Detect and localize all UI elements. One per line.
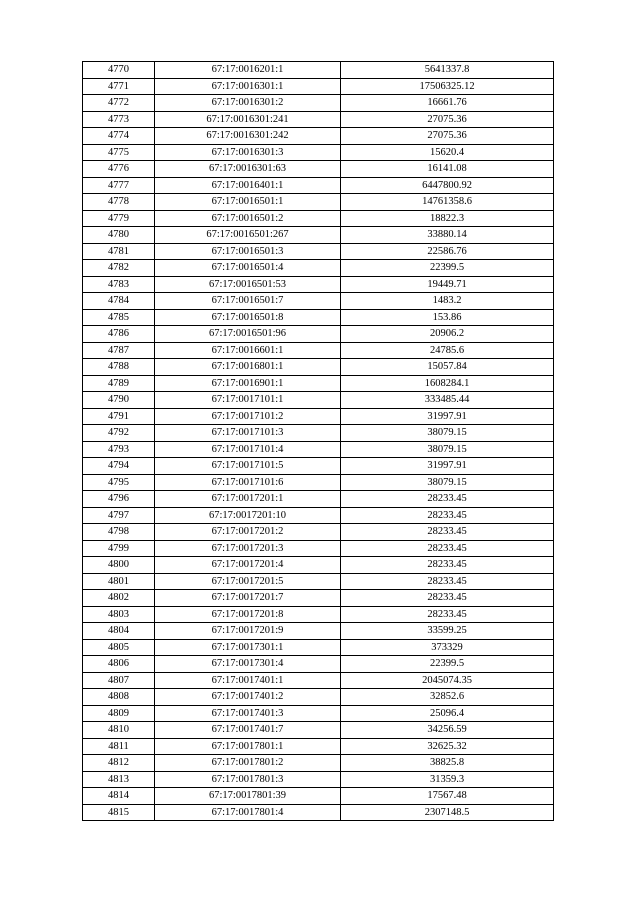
cadastral-number-cell: 67:17:0016301:3 xyxy=(155,144,341,161)
table-row xyxy=(83,672,554,689)
cadastral-number-cell: 67:17:0016501:2 xyxy=(155,210,341,227)
table-row xyxy=(83,722,554,739)
value-cell: 31359.3 xyxy=(341,771,554,788)
cadastral-number-cell: 67:17:0017401:7 xyxy=(155,722,341,739)
value-cell: 28233.45 xyxy=(341,540,554,557)
value-cell: 6447800.92 xyxy=(341,177,554,194)
cadastral-number-cell: 67:17:0016301:1 xyxy=(155,78,341,95)
value-cell: 15620.4 xyxy=(341,144,554,161)
row-number-cell: 4802 xyxy=(83,590,155,607)
value-cell: 27075.36 xyxy=(341,128,554,145)
value-cell: 24785.6 xyxy=(341,342,554,359)
cadastral-number-cell: 67:17:0017101:2 xyxy=(155,408,341,425)
cadastral-number-cell: 67:17:0017801:1 xyxy=(155,738,341,755)
table-row xyxy=(83,276,554,293)
table-row xyxy=(83,144,554,161)
value-cell: 16141.08 xyxy=(341,161,554,178)
table-row xyxy=(83,128,554,145)
value-cell: 28233.45 xyxy=(341,557,554,574)
row-number-cell: 4784 xyxy=(83,293,155,310)
table-row xyxy=(83,161,554,178)
row-number-cell: 4815 xyxy=(83,804,155,821)
value-cell: 333485.44 xyxy=(341,392,554,409)
table-row xyxy=(83,227,554,244)
row-number-cell: 4786 xyxy=(83,326,155,343)
row-number-cell: 4794 xyxy=(83,458,155,475)
table-row xyxy=(83,177,554,194)
table-row xyxy=(83,738,554,755)
row-number-cell: 4789 xyxy=(83,375,155,392)
table-row xyxy=(83,639,554,656)
row-number-cell: 4805 xyxy=(83,639,155,656)
cadastral-number-cell: 67:17:0017201:9 xyxy=(155,623,341,640)
cadastral-number-cell: 67:17:0016301:242 xyxy=(155,128,341,145)
table-row xyxy=(83,375,554,392)
row-number-cell: 4795 xyxy=(83,474,155,491)
row-number-cell: 4773 xyxy=(83,111,155,128)
table-row xyxy=(83,260,554,277)
value-cell: 38079.15 xyxy=(341,474,554,491)
row-number-cell: 4796 xyxy=(83,491,155,508)
value-cell: 17506325.12 xyxy=(341,78,554,95)
row-number-cell: 4812 xyxy=(83,755,155,772)
table-row xyxy=(83,623,554,640)
table-row xyxy=(83,540,554,557)
cadastral-number-cell: 67:17:0017201:10 xyxy=(155,507,341,524)
row-number-cell: 4777 xyxy=(83,177,155,194)
table-row xyxy=(83,293,554,310)
value-cell: 22399.5 xyxy=(341,656,554,673)
row-number-cell: 4780 xyxy=(83,227,155,244)
cadastral-number-cell: 67:17:0017201:8 xyxy=(155,606,341,623)
cadastral-number-cell: 67:17:0017201:4 xyxy=(155,557,341,574)
cadastral-number-cell: 67:17:0017101:5 xyxy=(155,458,341,475)
value-cell: 28233.45 xyxy=(341,606,554,623)
cadastral-number-cell: 67:17:0017101:3 xyxy=(155,425,341,442)
row-number-cell: 4803 xyxy=(83,606,155,623)
row-number-cell: 4809 xyxy=(83,705,155,722)
value-cell: 16661.76 xyxy=(341,95,554,112)
value-cell: 32852.6 xyxy=(341,689,554,706)
table-row xyxy=(83,359,554,376)
row-number-cell: 4804 xyxy=(83,623,155,640)
value-cell: 1483.2 xyxy=(341,293,554,310)
row-number-cell: 4779 xyxy=(83,210,155,227)
value-cell: 20906.2 xyxy=(341,326,554,343)
value-cell: 25096.4 xyxy=(341,705,554,722)
row-number-cell: 4788 xyxy=(83,359,155,376)
row-number-cell: 4801 xyxy=(83,573,155,590)
row-number-cell: 4797 xyxy=(83,507,155,524)
row-number-cell: 4806 xyxy=(83,656,155,673)
table-row xyxy=(83,590,554,607)
value-cell: 5641337.8 xyxy=(341,62,554,79)
table-row xyxy=(83,573,554,590)
table-row xyxy=(83,425,554,442)
cadastral-number-cell: 67:17:0016501:8 xyxy=(155,309,341,326)
row-number-cell: 4787 xyxy=(83,342,155,359)
row-number-cell: 4772 xyxy=(83,95,155,112)
cadastral-number-cell: 67:17:0016401:1 xyxy=(155,177,341,194)
table-row xyxy=(83,326,554,343)
cadastral-number-cell: 67:17:0016901:1 xyxy=(155,375,341,392)
row-number-cell: 4775 xyxy=(83,144,155,161)
cadastral-number-cell: 67:17:0016301:2 xyxy=(155,95,341,112)
cadastral-number-cell: 67:17:0017301:1 xyxy=(155,639,341,656)
table-row xyxy=(83,194,554,211)
value-cell: 28233.45 xyxy=(341,590,554,607)
table-row xyxy=(83,705,554,722)
value-cell: 2307148.5 xyxy=(341,804,554,821)
cadastral-number-cell: 67:17:0017101:4 xyxy=(155,441,341,458)
row-number-cell: 4770 xyxy=(83,62,155,79)
row-number-cell: 4799 xyxy=(83,540,155,557)
value-cell: 34256.59 xyxy=(341,722,554,739)
table-row xyxy=(83,408,554,425)
cadastral-number-cell: 67:17:0017801:39 xyxy=(155,788,341,805)
cadastral-number-cell: 67:17:0017101:6 xyxy=(155,474,341,491)
row-number-cell: 4785 xyxy=(83,309,155,326)
value-cell: 17567.48 xyxy=(341,788,554,805)
value-cell: 31997.91 xyxy=(341,458,554,475)
value-cell: 22586.76 xyxy=(341,243,554,260)
table-row xyxy=(83,95,554,112)
table-body xyxy=(83,62,554,821)
value-cell: 28233.45 xyxy=(341,507,554,524)
row-number-cell: 4807 xyxy=(83,672,155,689)
table-row xyxy=(83,309,554,326)
value-cell: 38825.8 xyxy=(341,755,554,772)
cadastral-number-cell: 67:17:0016601:1 xyxy=(155,342,341,359)
row-number-cell: 4810 xyxy=(83,722,155,739)
table-row xyxy=(83,771,554,788)
cadastral-number-cell: 67:17:0017301:4 xyxy=(155,656,341,673)
cadastral-number-cell: 67:17:0017401:1 xyxy=(155,672,341,689)
cadastral-number-cell: 67:17:0017801:2 xyxy=(155,755,341,772)
cadastral-number-cell: 67:17:0017101:1 xyxy=(155,392,341,409)
row-number-cell: 4771 xyxy=(83,78,155,95)
table-row xyxy=(83,458,554,475)
value-cell: 2045074.35 xyxy=(341,672,554,689)
table-row xyxy=(83,78,554,95)
value-cell: 22399.5 xyxy=(341,260,554,277)
value-cell: 38079.15 xyxy=(341,425,554,442)
cadastral-number-cell: 67:17:0016301:63 xyxy=(155,161,341,178)
row-number-cell: 4782 xyxy=(83,260,155,277)
value-cell: 18822.3 xyxy=(341,210,554,227)
value-cell: 15057.84 xyxy=(341,359,554,376)
cadastral-number-cell: 67:17:0017201:7 xyxy=(155,590,341,607)
value-cell: 28233.45 xyxy=(341,524,554,541)
cadastral-number-cell: 67:17:0017201:1 xyxy=(155,491,341,508)
cadastral-number-cell: 67:17:0016501:53 xyxy=(155,276,341,293)
value-cell: 27075.36 xyxy=(341,111,554,128)
cadastral-number-cell: 67:17:0017201:3 xyxy=(155,540,341,557)
table-row xyxy=(83,491,554,508)
cadastral-number-cell: 67:17:0016501:1 xyxy=(155,194,341,211)
value-cell: 28233.45 xyxy=(341,491,554,508)
row-number-cell: 4811 xyxy=(83,738,155,755)
table-row xyxy=(83,689,554,706)
cadastral-number-cell: 67:17:0017401:2 xyxy=(155,689,341,706)
value-cell: 1608284.1 xyxy=(341,375,554,392)
table-row xyxy=(83,507,554,524)
table-row xyxy=(83,656,554,673)
cadastral-number-cell: 67:17:0017201:5 xyxy=(155,573,341,590)
cadastral-number-cell: 67:17:0016301:241 xyxy=(155,111,341,128)
table-row xyxy=(83,243,554,260)
value-cell: 32625.32 xyxy=(341,738,554,755)
cadastral-number-cell: 67:17:0017801:3 xyxy=(155,771,341,788)
row-number-cell: 4791 xyxy=(83,408,155,425)
table-row xyxy=(83,111,554,128)
cadastral-number-cell: 67:17:0017201:2 xyxy=(155,524,341,541)
row-number-cell: 4776 xyxy=(83,161,155,178)
value-cell: 19449.71 xyxy=(341,276,554,293)
row-number-cell: 4800 xyxy=(83,557,155,574)
value-cell: 33880.14 xyxy=(341,227,554,244)
value-cell: 28233.45 xyxy=(341,573,554,590)
row-number-cell: 4790 xyxy=(83,392,155,409)
row-number-cell: 4814 xyxy=(83,788,155,805)
value-cell: 31997.91 xyxy=(341,408,554,425)
value-cell: 38079.15 xyxy=(341,441,554,458)
table-row xyxy=(83,210,554,227)
cadastral-number-cell: 67:17:0016501:4 xyxy=(155,260,341,277)
table-row xyxy=(83,474,554,491)
cadastral-number-cell: 67:17:0016501:267 xyxy=(155,227,341,244)
row-number-cell: 4808 xyxy=(83,689,155,706)
cadastral-number-cell: 67:17:0016801:1 xyxy=(155,359,341,376)
row-number-cell: 4813 xyxy=(83,771,155,788)
cadastral-number-cell: 67:17:0016201:1 xyxy=(155,62,341,79)
value-cell: 373329 xyxy=(341,639,554,656)
row-number-cell: 4792 xyxy=(83,425,155,442)
cadastral-number-cell: 67:17:0016501:3 xyxy=(155,243,341,260)
value-cell: 153.86 xyxy=(341,309,554,326)
table-row xyxy=(83,524,554,541)
row-number-cell: 4783 xyxy=(83,276,155,293)
row-number-cell: 4778 xyxy=(83,194,155,211)
row-number-cell: 4774 xyxy=(83,128,155,145)
table-row xyxy=(83,755,554,772)
table-row xyxy=(83,804,554,821)
table-row xyxy=(83,392,554,409)
value-cell: 33599.25 xyxy=(341,623,554,640)
cadastral-number-cell: 67:17:0016501:7 xyxy=(155,293,341,310)
cadastral-number-cell: 67:17:0016501:96 xyxy=(155,326,341,343)
table-row xyxy=(83,606,554,623)
table-row xyxy=(83,557,554,574)
row-number-cell: 4798 xyxy=(83,524,155,541)
cadastral-number-cell: 67:17:0017801:4 xyxy=(155,804,341,821)
row-number-cell: 4793 xyxy=(83,441,155,458)
table-row xyxy=(83,62,554,79)
table-row xyxy=(83,788,554,805)
table-row xyxy=(83,441,554,458)
table-row xyxy=(83,342,554,359)
row-number-cell: 4781 xyxy=(83,243,155,260)
value-cell: 14761358.6 xyxy=(341,194,554,211)
cadastral-number-cell: 67:17:0017401:3 xyxy=(155,705,341,722)
cadastral-value-table xyxy=(82,61,554,821)
